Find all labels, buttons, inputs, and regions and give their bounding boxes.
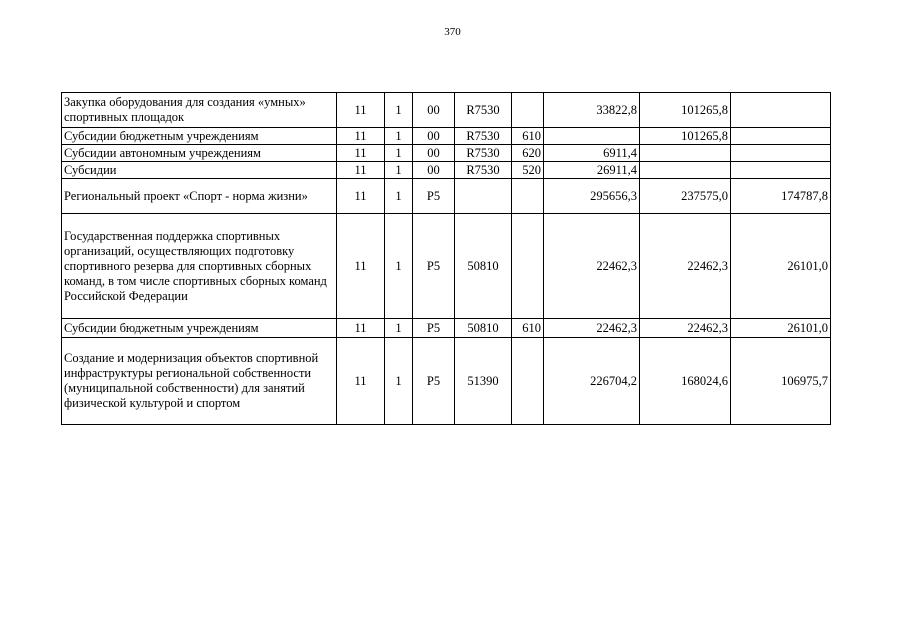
- row-name: Закупка оборудования для создания «умных» спортивных площадок: [62, 93, 337, 128]
- table-row: [62, 145, 831, 162]
- cell-target-code: R7530: [455, 162, 512, 179]
- cell-subsection: 1: [385, 162, 413, 179]
- cell-subsection: 1: [385, 128, 413, 145]
- cell-section: 11: [337, 214, 385, 319]
- cell-year1: 33822,8: [544, 93, 640, 128]
- row-name: Субсидии автономным учреждениям: [62, 145, 337, 162]
- cell-target-code: R7530: [455, 145, 512, 162]
- cell-expense-type: [512, 179, 544, 214]
- budget-table: [61, 92, 831, 425]
- cell-target-code: R7530: [455, 93, 512, 128]
- cell-expense-type: [512, 214, 544, 319]
- row-name: Государственная поддержка спортивных организаций, осуществляющих подготовку спортивного резерва для спортивных сборных команд, в том числе спортивных сборных команд Российской Федерации: [62, 214, 337, 319]
- cell-target-code: 50810: [455, 214, 512, 319]
- cell-year1: 226704,2: [544, 338, 640, 425]
- cell-section: 11: [337, 145, 385, 162]
- cell-program: 00: [413, 145, 455, 162]
- cell-year3: 26101,0: [731, 319, 831, 338]
- cell-subsection: 1: [385, 319, 413, 338]
- cell-year1: 6911,4: [544, 145, 640, 162]
- table-row: [62, 162, 831, 179]
- cell-subsection: 1: [385, 93, 413, 128]
- cell-program: P5: [413, 214, 455, 319]
- cell-section: 11: [337, 179, 385, 214]
- table-row: [62, 128, 831, 145]
- cell-year1: 22462,3: [544, 319, 640, 338]
- cell-year1: 22462,3: [544, 214, 640, 319]
- cell-program: P5: [413, 319, 455, 338]
- cell-subsection: 1: [385, 214, 413, 319]
- cell-expense-type: 620: [512, 145, 544, 162]
- cell-year3: [731, 93, 831, 128]
- table-row: [62, 319, 831, 338]
- page-number: 370: [444, 26, 461, 38]
- cell-expense-type: 520: [512, 162, 544, 179]
- cell-year2: 101265,8: [640, 128, 731, 145]
- row-name: Региональный проект «Спорт - норма жизни»: [62, 179, 337, 214]
- cell-year3: 26101,0: [731, 214, 831, 319]
- cell-program: P5: [413, 338, 455, 425]
- cell-target-code: [455, 179, 512, 214]
- cell-program: 00: [413, 93, 455, 128]
- cell-target-code: 51390: [455, 338, 512, 425]
- cell-year2: 101265,8: [640, 93, 731, 128]
- table-row: [62, 93, 831, 128]
- row-name: Создание и модернизация объектов спортивной инфраструктуры региональной собственности (муниципальной собственности) для занятий физической культурой и спортом: [62, 338, 337, 425]
- cell-section: 11: [337, 319, 385, 338]
- cell-year3: [731, 162, 831, 179]
- cell-year1: 295656,3: [544, 179, 640, 214]
- cell-year2: [640, 145, 731, 162]
- cell-year2: 22462,3: [640, 214, 731, 319]
- cell-expense-type: 610: [512, 319, 544, 338]
- row-name: Субсидии бюджетным учреждениям: [62, 128, 337, 145]
- cell-expense-type: 610: [512, 128, 544, 145]
- cell-program: P5: [413, 179, 455, 214]
- cell-section: 11: [337, 162, 385, 179]
- cell-expense-type: [512, 338, 544, 425]
- row-name: Субсидии бюджетным учреждениям: [62, 319, 337, 338]
- cell-target-code: 50810: [455, 319, 512, 338]
- cell-year3: 106975,7: [731, 338, 831, 425]
- cell-section: 11: [337, 93, 385, 128]
- cell-year3: 174787,8: [731, 179, 831, 214]
- row-name: Субсидии: [62, 162, 337, 179]
- cell-year3: [731, 128, 831, 145]
- table-row: [62, 179, 831, 214]
- cell-year1: 26911,4: [544, 162, 640, 179]
- cell-expense-type: [512, 93, 544, 128]
- cell-section: 11: [337, 128, 385, 145]
- cell-program: 00: [413, 162, 455, 179]
- cell-year2: 168024,6: [640, 338, 731, 425]
- table-row: [62, 214, 831, 319]
- cell-subsection: 1: [385, 338, 413, 425]
- cell-subsection: 1: [385, 179, 413, 214]
- cell-section: 11: [337, 338, 385, 425]
- cell-year2: 22462,3: [640, 319, 731, 338]
- cell-year2: [640, 162, 731, 179]
- cell-year2: 237575,0: [640, 179, 731, 214]
- table-row: [62, 338, 831, 425]
- cell-program: 00: [413, 128, 455, 145]
- cell-target-code: R7530: [455, 128, 512, 145]
- cell-subsection: 1: [385, 145, 413, 162]
- cell-year1: [544, 128, 640, 145]
- cell-year3: [731, 145, 831, 162]
